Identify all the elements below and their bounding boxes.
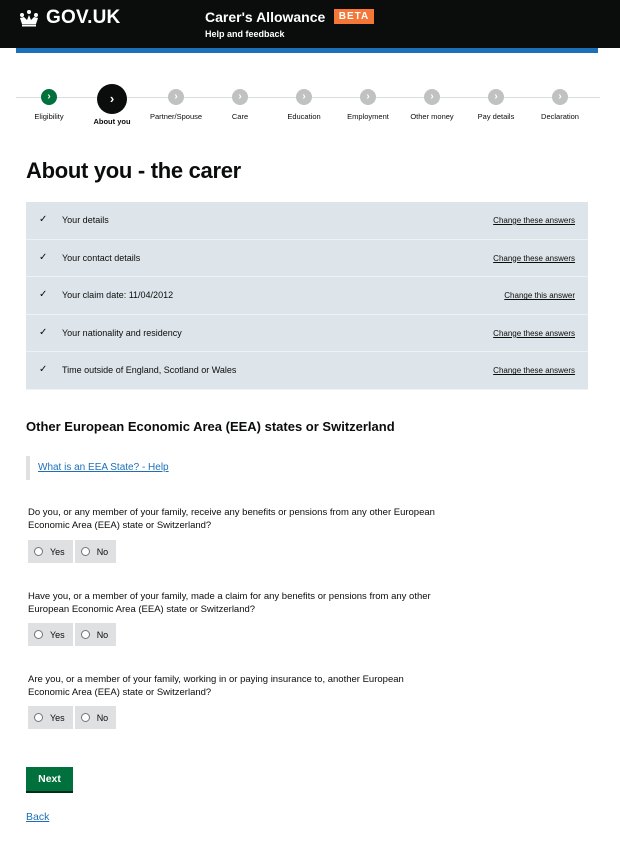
logo-text: GOV.UK bbox=[46, 7, 121, 28]
step-label: About you bbox=[93, 117, 131, 126]
radio-label: No bbox=[96, 629, 109, 640]
chevron-right-icon: › bbox=[552, 89, 568, 105]
progress-indicator bbox=[16, 84, 600, 130]
chevron-right-icon: › bbox=[424, 89, 440, 105]
govuk-logo[interactable] bbox=[18, 7, 120, 29]
question-receive-benefits: Do you, or any member of your family, receive any benefits or pensions from any other European Economic Area (EEA) state or Switzerland? bbox=[28, 507, 435, 531]
check-icon: ✓ bbox=[39, 289, 48, 301]
chevron-right-icon: › bbox=[97, 84, 127, 114]
change-answers-link[interactable]: Change these answers bbox=[493, 328, 575, 338]
summary-label: Your contact details bbox=[62, 252, 141, 263]
radio-circle-icon[interactable] bbox=[81, 713, 90, 722]
radio-no[interactable] bbox=[75, 540, 117, 563]
change-answers-link[interactable]: Change these answers bbox=[493, 366, 575, 376]
radio-no[interactable] bbox=[75, 623, 117, 646]
summary-row bbox=[26, 202, 588, 240]
radio-circle-icon[interactable] bbox=[34, 630, 43, 639]
crown-icon bbox=[18, 9, 40, 27]
step-label: Other money bbox=[410, 112, 454, 121]
question-working-insurance: Are you, or a member of your family, working in or paying insurance to, another European Economic Area (EEA) state or Switzerland? bbox=[28, 674, 404, 698]
check-icon: ✓ bbox=[39, 214, 48, 225]
step-label: Declaration bbox=[541, 112, 579, 121]
site-header bbox=[0, 0, 620, 48]
change-answers-link[interactable]: Change these answers bbox=[493, 253, 575, 263]
radio-label: No bbox=[96, 546, 109, 557]
chevron-right-icon: › bbox=[41, 89, 57, 105]
step-label: Eligibility bbox=[34, 112, 64, 121]
step-label: Care bbox=[231, 112, 249, 121]
change-answers-link[interactable]: Change these answers bbox=[493, 216, 575, 225]
check-icon: ✓ bbox=[39, 364, 48, 376]
summary-row bbox=[26, 315, 588, 353]
radio-circle-icon[interactable] bbox=[81, 547, 90, 556]
radio-yes[interactable] bbox=[28, 540, 73, 563]
radio-label: Yes bbox=[50, 629, 65, 640]
help-feedback-link[interactable]: Help and feedback bbox=[205, 29, 285, 39]
radio-group-receive-benefits bbox=[28, 540, 116, 563]
back-link[interactable]: Back bbox=[26, 811, 50, 823]
next-button[interactable]: Next bbox=[26, 767, 73, 793]
radio-no[interactable] bbox=[75, 706, 117, 729]
radio-yes[interactable] bbox=[28, 706, 73, 729]
radio-label: No bbox=[96, 712, 109, 723]
service-header bbox=[205, 8, 374, 26]
page-title: About you - the carer bbox=[26, 158, 241, 183]
chevron-right-icon: › bbox=[360, 89, 376, 105]
question-made-claim: Have you, or a member of your family, made a claim for any benefits or pensions from any other European Economic Area (EEA) state or Switzerland? bbox=[28, 591, 431, 615]
step-label: Employment bbox=[347, 112, 389, 121]
summary-row bbox=[26, 277, 588, 315]
step-label: Education bbox=[287, 112, 321, 121]
eea-help-link[interactable]: What is an EEA State? - Help bbox=[38, 462, 169, 473]
step-label: Pay details bbox=[477, 112, 515, 121]
summary-row bbox=[26, 240, 588, 278]
check-icon: ✓ bbox=[39, 326, 48, 338]
service-name[interactable]: Carer's Allowance bbox=[205, 8, 326, 25]
summary-row bbox=[26, 352, 588, 390]
section-heading: Other European Economic Area (EEA) states or Switzerland bbox=[26, 419, 395, 434]
chevron-right-icon: › bbox=[488, 89, 504, 105]
check-icon: ✓ bbox=[39, 251, 48, 263]
answers-summary bbox=[26, 202, 588, 390]
step-label: Partner/Spouse bbox=[149, 112, 203, 121]
radio-group-working-insurance bbox=[28, 706, 116, 729]
radio-yes[interactable] bbox=[28, 623, 73, 646]
summary-label: Your claim date: 11/04/2012 bbox=[62, 290, 174, 301]
radio-circle-icon[interactable] bbox=[34, 713, 43, 722]
header-underline bbox=[16, 48, 598, 53]
summary-label: Your nationality and residency bbox=[62, 327, 182, 338]
radio-group-made-claim bbox=[28, 623, 116, 646]
beta-tag: BETA bbox=[334, 9, 374, 24]
chevron-right-icon: › bbox=[296, 89, 312, 105]
change-answer-link[interactable]: Change this answer bbox=[504, 291, 575, 301]
chevron-right-icon: › bbox=[232, 89, 248, 105]
chevron-right-icon: › bbox=[168, 89, 184, 105]
summary-label: Time outside of England, Scotland or Wales bbox=[62, 365, 237, 376]
step-declaration bbox=[515, 84, 605, 121]
radio-label: Yes bbox=[50, 546, 65, 557]
radio-circle-icon[interactable] bbox=[34, 547, 43, 556]
summary-label: Your details bbox=[62, 215, 109, 225]
help-panel bbox=[26, 456, 169, 480]
radio-circle-icon[interactable] bbox=[81, 630, 90, 639]
radio-label: Yes bbox=[50, 712, 65, 723]
